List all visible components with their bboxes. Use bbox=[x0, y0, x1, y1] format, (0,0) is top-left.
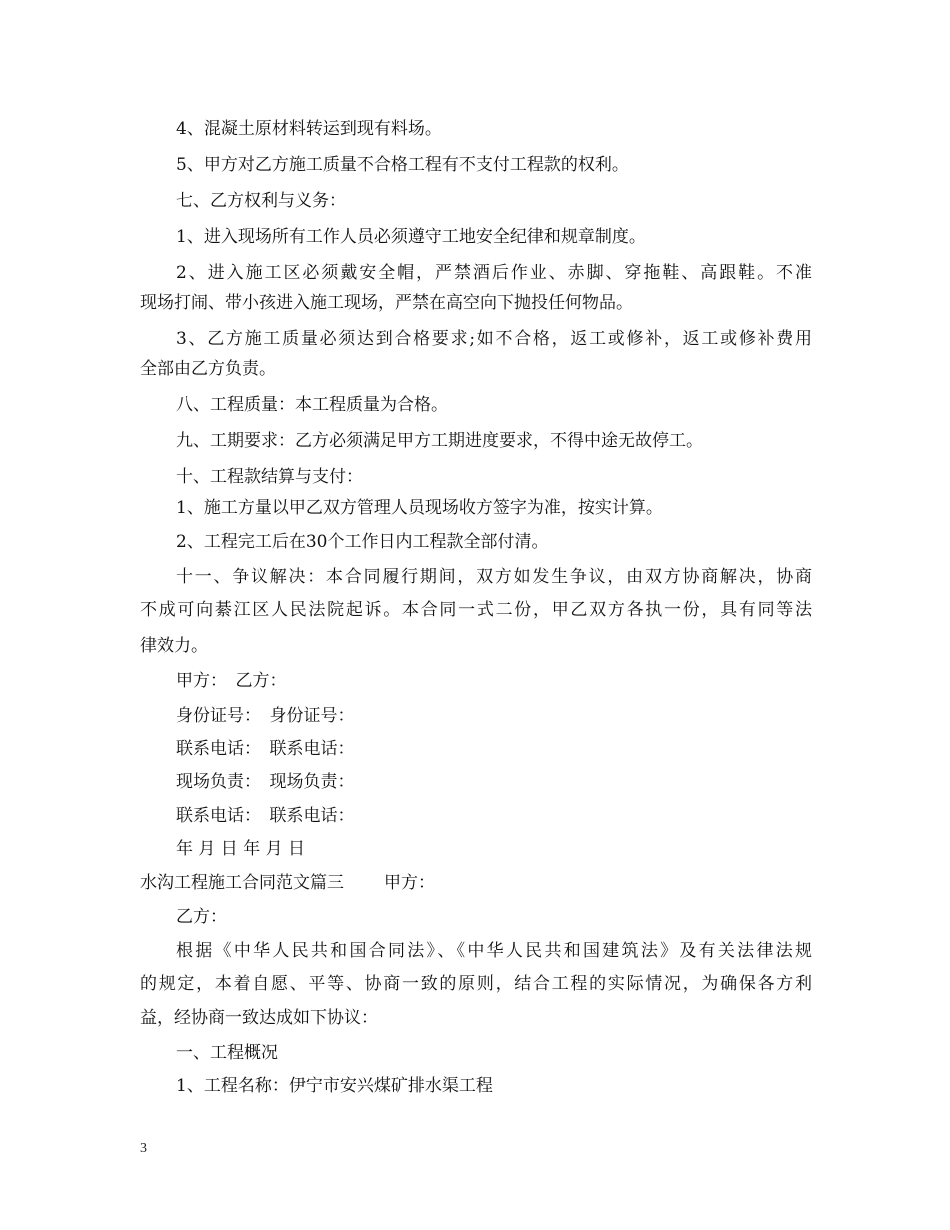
article-title-line bbox=[140, 872, 812, 894]
date-line: 年 月 日 年 月 日 bbox=[176, 839, 306, 859]
article-title: 水沟工程施工合同范文篇三 bbox=[140, 873, 344, 893]
text-line: 1、工程名称：伊宁市安兴煤矿排水渠工程 bbox=[176, 1076, 493, 1096]
text-line: 根据《中华人民共和国合同法》、《中华人民共和国建筑法》及有关法律法规 bbox=[176, 941, 812, 961]
text-line: 5、甲方对乙方施工质量不合格工程有不支付工程款的权利。 bbox=[176, 155, 629, 175]
text-line: 3、乙方施工质量必须达到合格要求;如不合格，返工或修补，返工或修补费用 bbox=[176, 329, 812, 349]
section-heading: 一、工程概况 bbox=[176, 1043, 278, 1063]
signature-line: 身份证号： 身份证号： bbox=[176, 706, 355, 726]
text-line: 2、进入施工区必须戴安全帽，严禁酒后作业、赤脚、穿拖鞋、高跟鞋。不准 bbox=[176, 263, 812, 283]
section-heading: 十、工程款结算与支付： bbox=[176, 467, 363, 487]
text-line: 全部由乙方负责。 bbox=[140, 359, 276, 379]
section-heading: 九、工期要求：乙方必须满足甲方工期进度要求，不得中途无故停工。 bbox=[176, 431, 703, 451]
text-line: 的规定，本着自愿、平等、协商一致的原则，结合工程的实际情况，为确保各方利 bbox=[140, 974, 812, 994]
text-line: 1、进入现场所有工作人员必须遵守工地安全纪律和规章制度。 bbox=[176, 227, 646, 247]
signature-line: 联系电话： 联系电话： bbox=[176, 739, 355, 759]
text-line: 4、混凝土原材料转运到现有料场。 bbox=[176, 119, 442, 139]
signature-line: 现场负责： 现场负责： bbox=[176, 772, 355, 792]
section-heading: 十一、争议解决：本合同履行期间，双方如发生争议，由双方协商解决，协商 bbox=[176, 567, 812, 587]
text-line: 不成可向綦江区人民法院起诉。本合同一式二份，甲乙双方各执一份，具有同等法 bbox=[140, 600, 812, 620]
text-line: 2、工程完工后在30个工作日内工程款全部付清。 bbox=[176, 532, 549, 552]
page-number: 3 bbox=[140, 1141, 147, 1156]
text-line: 律效力。 bbox=[140, 636, 208, 656]
text-line: 1、施工方量以甲乙双方管理人员现场收方签字为准，按实计算。 bbox=[176, 498, 663, 518]
party-b-label: 乙方： bbox=[176, 907, 227, 927]
section-heading: 八、工程质量：本工程质量为合格。 bbox=[176, 395, 448, 415]
text-line: 现场打闹、带小孩进入施工现场，严禁在高空向下抛投任何物品。 bbox=[140, 293, 633, 313]
text-line: 益，经协商一致达成如下协议： bbox=[140, 1008, 378, 1028]
signature-line: 甲方： 乙方： bbox=[176, 671, 287, 691]
section-heading: 七、乙方权利与义务： bbox=[176, 191, 346, 211]
signature-line: 联系电话： 联系电话： bbox=[176, 806, 355, 826]
party-a-label: 甲方： bbox=[384, 873, 435, 893]
